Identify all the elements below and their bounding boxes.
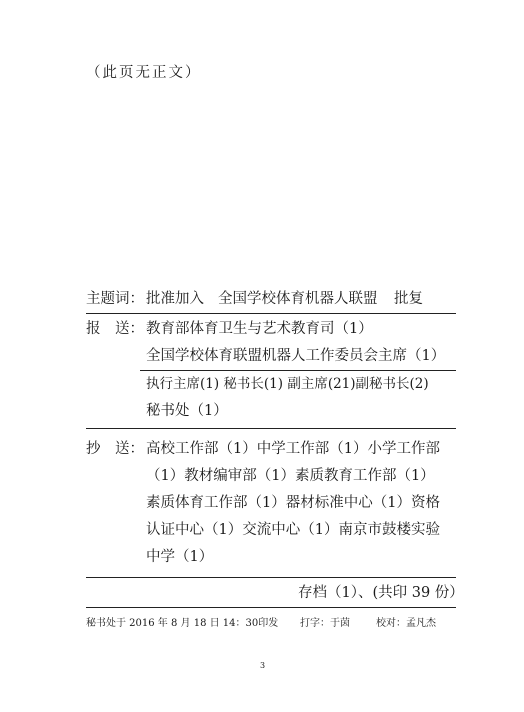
copy-to-line: 认证中心（1）交流中心（1）南京市鼓楼实验 [146, 522, 440, 538]
proofreader: 校对：孟凡杰 [376, 618, 436, 629]
copy-to-line: 高校工作部（1）中学工作部（1）小学工作部 [146, 441, 440, 457]
copy-to-line: 中学（1） [146, 549, 214, 565]
report-to-line: 全国学校体育联盟机器人工作委员会主席（1） [146, 348, 446, 364]
subject-term: 批准加入 [146, 291, 204, 307]
copy-to-line: 素质体育工作部（1）器材标准中心（1）资格 [146, 495, 440, 511]
subject-label: 主题词： [86, 291, 144, 307]
subject-rule [86, 313, 456, 314]
archive-note: 存档（1）、(共印 39 份） [298, 585, 464, 601]
report-to-inner-rule [140, 370, 456, 371]
archive-rule [86, 607, 456, 608]
copy-to-rule [86, 577, 456, 578]
copy-to-line: （1）教材编审部（1）素质教育工作部（1） [146, 468, 435, 484]
copy-to-label: 抄 送： [86, 441, 144, 457]
typist: 打字：于茵 [300, 618, 350, 629]
report-to-label: 报 送： [86, 321, 144, 337]
report-to-line: 执行主席(1) 秘书长(1) 副主席(21)副秘书长(2) [146, 376, 429, 392]
page-number: 3 [260, 661, 266, 670]
report-to-line: 教育部体育卫生与艺术教育司（1） [146, 321, 373, 337]
report-to-rule [86, 428, 456, 429]
issue-info: 秘书处于 2016 年 8 月 18 日 14：30印发 [86, 618, 279, 629]
subject-term: 批复 [394, 291, 423, 307]
report-to-line: 秘书处（1） [146, 403, 228, 419]
subject-term: 全国学校体育机器人联盟 [218, 291, 378, 307]
no-body-note: （此页无正文） [86, 65, 202, 81]
